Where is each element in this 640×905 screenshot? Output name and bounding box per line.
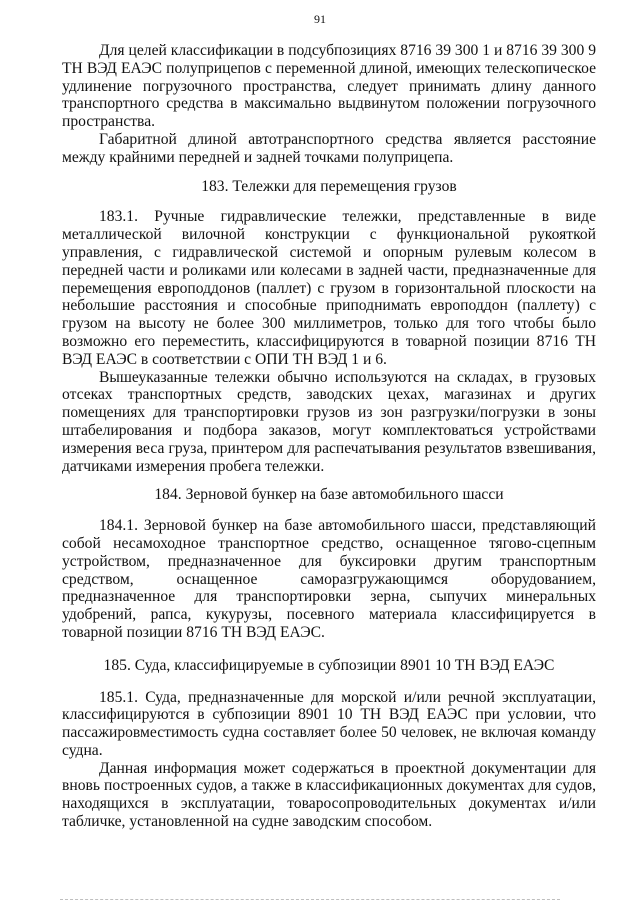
section-183-paragraph-1: 183.1. Ручные гидравлические тележки, представленные в виде металлической вилочной конструкции с функциональной рукояткой управления, с гидравлической системой и опорным рулевым колесом в передней части и роликами или колесами в задней части, предназначенные для перемещения европоддонов (паллет) с грузом в горизонтальной плоскости на небольшие расстояния и способные приподнимать европоддон (паллету) с грузом на высоту не более 300 миллиметров, только для того чтобы было возможно его переместить, классифицируются в товарной позиции 8716 ТН ВЭД ЕАЭС в соответствии с ОПИ ТН ВЭД 1 и 6. [62, 208, 596, 368]
section-185-paragraph-2: Данная информация может содержаться в проектной документации для вновь построенных судов, а также в классификационных документах для судов, находящихся в эксплуатации, товаросопроводительных документах и/или табличке, установленной на судне заводским способом. [62, 759, 596, 831]
page-number: 91 [314, 12, 326, 26]
intro-paragraph-1: Для целей классификации в подсубпозициях 8716 39 300 1 и 8716 39 300 9 ТН ВЭД ЕАЭС полуприцепов с переменной длиной, имеющих телескопическое удлинение погрузочного пространства, следует принимать длину данного транспортного средства в максимально выдвинутом положении погрузочного пространства. [62, 42, 596, 131]
section-184-paragraph-1: 184.1. Зерновой бункер на базе автомобильного шасси, представляющий собой несамоходное транспортное средство, оснащенное тягово-сцепным устройством, предназначенное для буксировки другим транспортным средством, оснащенное саморазгружающимся оборудованием, предназначенное для транспортировки зерна, сыпучих минеральных удобрений, рапса, кукурузы, посевного материала классифицируется в товарной позиции 8716 ТН ВЭД ЕАЭС. [62, 517, 596, 641]
section-185-paragraph-1: 185.1. Суда, предназначенные для морской и/или речной эксплуатации, классифицируются в субпозиции 8901 10 ТН ВЭД ЕАЭС при условии, что пассажировместимость судна составляет более 50 человек, не включая команду судна. [62, 688, 596, 759]
scan-edge-line [60, 899, 560, 900]
section-184-heading: 184. Зерновой бункер на базе автомобильного шасси [154, 486, 504, 504]
section-183-heading: 183. Тележки для перемещения грузов [201, 177, 457, 195]
section-183-paragraph-2: Вышеуказанные тележки обычно используются на складах, в грузовых отсеках транспортных средств, заводских цехах, магазинах и других помещениях для транспортировки грузов из зон разгрузки/погрузки в зоны штабелирования и подбора заказов, могут комплектоваться устройствами измерения веса груза, принтером для распечатывания результатов взвешивания, датчиками измерения пробега тележки. [62, 368, 596, 475]
section-185-heading: 185. Суда, классифицируемые в субпозиции 8901 10 ТН ВЭД ЕАЭС [103, 656, 555, 674]
document-body [62, 42, 596, 831]
intro-paragraph-2: Габаритной длиной автотранспортного средства является расстояние между крайними передней и задней точками полуприцепа. [62, 130, 596, 166]
